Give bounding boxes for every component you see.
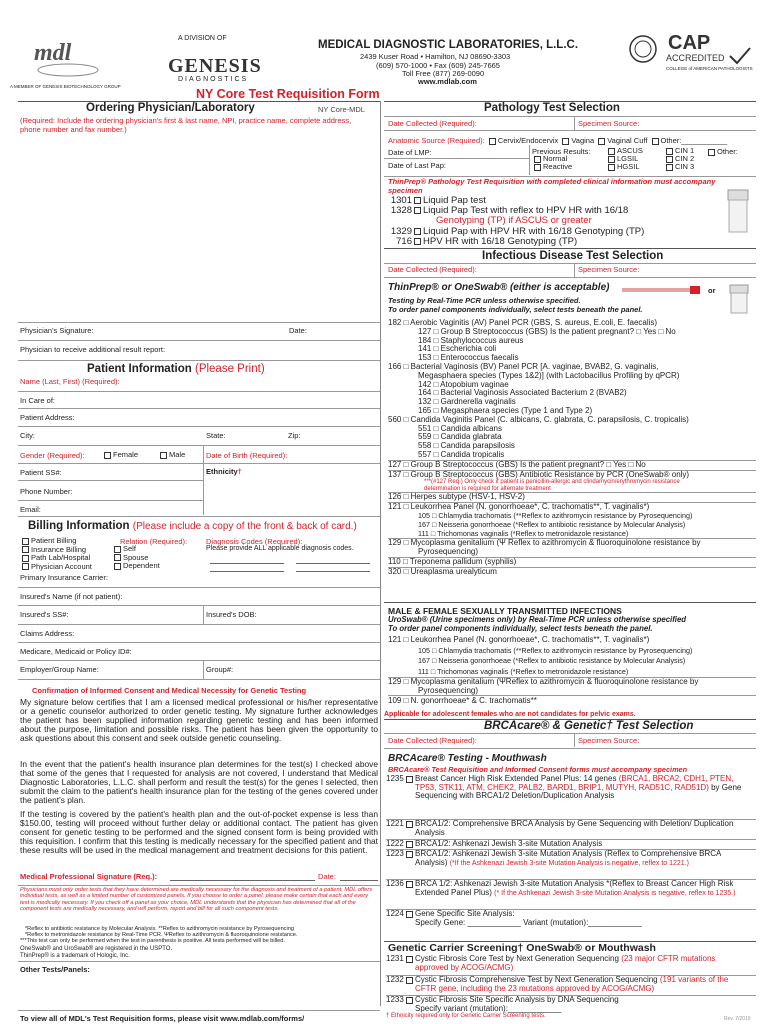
- company-tollfree: Toll Free (877) 269-0090: [402, 69, 485, 78]
- prev-cin2-label: CIN 2: [675, 154, 695, 163]
- cap-sub: COLLEGE of AMERICAN PATHOLOGISTS: [666, 66, 753, 71]
- prev-cin2-checkbox[interactable]: [666, 156, 673, 163]
- prev-reactive-label: Reactive: [543, 162, 573, 171]
- physician-date-label: Date:: [289, 326, 307, 335]
- pap-label: HPV HR with 16/18 Genotyping (TP): [423, 235, 578, 247]
- inf-row[interactable]: 559 □ Candida glabrata: [418, 432, 502, 442]
- inf-or: or: [708, 286, 716, 295]
- male-checkbox[interactable]: [160, 452, 167, 459]
- mdl-logo: [28, 32, 108, 80]
- pap-label: Liquid Pap with HPV HR with 16/18 Genotyping (TP): [423, 225, 645, 237]
- inf-order: To order panel components individually, select tests beneath the panel.: [388, 305, 643, 314]
- sti-row[interactable]: 121 □ Leukorrhea Panel (N. gonorrhoeae*, C. trachomatis**, T. vaginalis*): [388, 635, 650, 644]
- brca-1223-checkbox[interactable]: [406, 851, 413, 858]
- sti-title: MALE & FEMALE SEXUALLY TRANSMITTED INFECTIONS: [388, 606, 622, 616]
- brca-label: BRCA 1/2: Ashkenazi Jewish 3-site Mutation Analysis *(Reflex to Breast Cancer High Risk Extended Panel Plus): [415, 879, 734, 897]
- prev-reactive[interactable]: [532, 163, 572, 171]
- brca-1235-checkbox[interactable]: [406, 776, 413, 783]
- pap-row-716[interactable]: [388, 237, 644, 247]
- gen-label: Cystic Fibrosis Core Test by Next Generation Sequencing: [415, 954, 619, 963]
- brca-row-1224[interactable]: [386, 909, 756, 929]
- patient-address-label: Patient Address:: [20, 413, 75, 422]
- primary-insurance-label: Primary Insurance Carrier:: [20, 573, 108, 582]
- employer-label: Employer/Group Name:: [20, 665, 99, 674]
- sti-order: To order panel components individually, select tests beneath the panel.: [388, 624, 653, 633]
- relation-label: Relation (Required):: [120, 537, 188, 546]
- brca-sub: BRCAcare® Testing - Mouthwash: [388, 753, 547, 764]
- diagnostics-label: DIAGNOSTICS: [178, 76, 249, 83]
- inf-thinprep-oneswab: ThinPrep® or OneSwab® (either is acceptable): [388, 282, 610, 293]
- ethnicity-note: † Ethnicity required only for Genetic Carrier Screening tests.: [386, 1013, 546, 1019]
- prev-results-col1: [532, 155, 572, 171]
- prev-cin1-checkbox[interactable]: [666, 148, 673, 155]
- inf-row[interactable]: 121 □ Leukorrhea Panel (N. gonorrhoeae*, C. trachomatis**, T. vaginalis*): [388, 502, 756, 512]
- inf-row[interactable]: 558 □ Candida parapsilosis: [418, 441, 515, 451]
- vial-icon: [726, 188, 750, 234]
- anatomic-cuff: Vaginal Cuff: [607, 136, 648, 145]
- male-label: Male: [169, 450, 186, 459]
- group-label: Group#:: [206, 665, 234, 674]
- prev-other-label: Other:: [717, 147, 738, 156]
- insured-name-label: Insured's Name (if not patient):: [20, 592, 123, 601]
- billing-options: [20, 537, 92, 571]
- brca-row-1223[interactable]: [386, 849, 756, 879]
- pap-716-checkbox[interactable]: [414, 238, 421, 245]
- last-pap-label: Date of Last Pap:: [388, 161, 446, 170]
- brca-red: (* If the Ashkenazi Jewish 3-site Mutation Analysis is negative, reflex to 1235.): [494, 889, 736, 897]
- brca-red: (BRCA1, BRCA2, CDH1, PTEN, TP53, STK11, ATM, CHEK2, PALB2, BARD1, BRIP1, MUTYH, RAD51C, RAD51D): [415, 774, 734, 792]
- billing-opt-insurance-checkbox[interactable]: [22, 546, 29, 553]
- pathology-title: Pathology Test Selection: [484, 102, 620, 114]
- footnote-1: Physicians must only order tests that they have determined are medically necessary for the diagnosis and treatment of a patient. MDL offers individual tests, as well as a limited number of customized panels. If you choose to order a panel, please make certain that each and every test is medically necessary. If you check off a panel as your choice, MDL understands that the physician has determined that all of the component tests are medically necessary, and will perform, report and bill for all such component tests.: [20, 887, 373, 913]
- inf-row[interactable]: 142 □ Atopobium vaginae: [418, 379, 509, 389]
- inf-row[interactable]: 127 □ Group B Streptococcus (GBS) Is the patient pregnant? □ Yes □ No: [388, 460, 756, 470]
- sti-row[interactable]: 109 □ N. gonorrhoeae* & C. trachomatis**: [388, 695, 756, 707]
- inf-testing: Testing by Real-Time PCR unless otherwise specified.: [388, 296, 581, 305]
- pap-label: Genotyping (TP) if ASCUS or greater: [436, 215, 592, 227]
- swab-image: [622, 286, 702, 294]
- pap-1329-checkbox[interactable]: [414, 228, 421, 235]
- brca-code: 1224: [386, 909, 404, 918]
- email-label: Email:: [20, 505, 41, 514]
- gen-code: 1231: [386, 954, 404, 963]
- physician-signature-label: Physician's Signature:: [20, 326, 94, 335]
- inf-row[interactable]: 132 □ Gardnerella vaginalis: [418, 397, 516, 407]
- brca-row-1222[interactable]: [386, 839, 756, 849]
- inf-row[interactable]: 137 □ Group B Streptococcus (GBS) Antibiotic Resistance by PCR (OneSwab® only): [388, 470, 756, 480]
- billing-opt-physician-label: Physician Account: [31, 561, 92, 571]
- pap-1301-checkbox[interactable]: [414, 197, 421, 204]
- sti-row[interactable]: 105 □ Chlamydia trachomatis (**Reflex to azithromycin resistance by Pyrosequencing): [418, 645, 693, 655]
- cap-accredited: ACCREDITED: [666, 53, 725, 63]
- gen-code: 1233: [386, 995, 404, 1004]
- relation-dependent-checkbox[interactable]: [114, 563, 121, 570]
- insured-ssn-label: Insured's SS#:: [20, 610, 69, 619]
- relation-spouse-checkbox[interactable]: [114, 554, 121, 561]
- member-label: A MEMBER OF GENESIS BIOTECHNOLOGY GROUP: [10, 84, 121, 89]
- pap-code: 1328: [390, 205, 412, 217]
- company-phone: (609) 570-1000 • Fax (609) 245-7665: [376, 61, 500, 70]
- path-specimen-source: Specimen Source:: [578, 119, 640, 128]
- prev-results-col2: [606, 147, 643, 171]
- checkmark-icon: [728, 46, 752, 66]
- sti-row[interactable]: 111 □ Trichomonas vaginalis (*Reflex to metronidazole resistance): [418, 666, 629, 676]
- medicare-label: Medicare, Medicaid or Policy ID#:: [20, 647, 132, 656]
- pap-list: [388, 196, 644, 247]
- mdl-logo-icon: [28, 32, 108, 80]
- brca-code: 1236: [386, 879, 404, 888]
- inf-row[interactable]: 182 □ Aerobic Vaginitis (AV) Panel PCR (GBS, S. aureus, E.coli, E. faecalis): [388, 318, 658, 327]
- pap-code: 716: [396, 235, 412, 247]
- footnote-2: *Reflex to antibiotic resistance by Molecular Analysis. **Reflex to azithromycin resistance by Pyrosequencing: [25, 926, 294, 932]
- billing-title-text: Billing Information: [28, 520, 130, 532]
- brca-code: 1222: [386, 839, 404, 848]
- prev-cin3-checkbox[interactable]: [666, 164, 673, 171]
- gen-1233-checkbox[interactable]: [406, 997, 413, 1004]
- consent-p3: If the testing is covered by the patient's health plan and the out-of-pocket expense is less than $150.00, testing will proceed without further delay or additional contact. The patient has given consent for genetic testing to be performed and the signed consent form is being provided with this requisition. I confirm that this testing is medically necessary for the specified patient and that these results will be used in the medical management and treatment decisions for this patient.: [20, 809, 378, 856]
- anatomic-other: Other:: [660, 136, 682, 145]
- cap-text: CAP: [668, 32, 711, 54]
- gen-label: Cystic Fibrosis Comprehensive Test by Next Generation Sequencing: [415, 975, 658, 984]
- brca-red: (*If the Ashkenazi Jewish 3-site Mutation Analysis is negative, reflex to 1221.): [449, 859, 689, 867]
- company-web: www.mdlab.com: [418, 77, 477, 86]
- inf-date-collected: Date Collected (Required):: [388, 265, 477, 274]
- billing-opt-patient-checkbox[interactable]: [22, 538, 29, 545]
- genetic-test-list: [386, 955, 756, 1013]
- inf-row[interactable]: 167 □ Neisseria gonorrhoeae (*Reflex to antibiotic resistance by Molecular Analysis): [418, 519, 686, 529]
- sti-row[interactable]: 129 □ Mycoplasma genitalium (ΨReflex to azithromycin & fluoroquinolone resistance by: [388, 677, 756, 687]
- prev-ascus-checkbox[interactable]: [608, 148, 615, 155]
- brca-row-1221[interactable]: [386, 819, 756, 839]
- anatomic-vagina: Vagina: [571, 136, 595, 145]
- sti-test-list: [388, 635, 756, 707]
- company-name: MEDICAL DIAGNOSTIC LABORATORIES, L.L.C.: [318, 39, 579, 51]
- inf-row[interactable]: 153 □ Enterococcus faecalis: [418, 353, 519, 363]
- view-all-forms[interactable]: To view all of MDL's Test Requisition forms, please visit www.mdlab.com/forms/: [20, 1014, 305, 1023]
- cap-seal-icon: [628, 34, 660, 64]
- consent-p1: My signature below certifies that I am a licensed medical professional or his/her representative or a genetic counselor authorized to order genetic testing. My signature further acknowledges the patient has been supplied information regarding genetic testing and has been informed about the purpose, limitation and possible risks. The patient has been given the opportunity to ask questions about this consent and seek outside genetic counseling.: [20, 697, 378, 744]
- inf-row[interactable]: 127 □ Group B Streptococcus (GBS) Is the patient pregnant? □ Yes □ No: [418, 326, 676, 336]
- inf-row: Pyrosequencing): [418, 547, 479, 557]
- anatomic-vagina-checkbox[interactable]: [562, 138, 569, 145]
- brca-req: BRCAcare® Test Requisition and Informed Consent forms must accompany specimen: [388, 765, 688, 774]
- gender-male-option[interactable]: [158, 450, 185, 459]
- med-sig-label: Medical Professional Signature (Req.):: [20, 872, 158, 881]
- inf-row[interactable]: 164 □ Bacterial Vaginosis Associated Bacterium 2 (BVAB2): [418, 388, 627, 398]
- inf-row-note: ***(#127 Req.) Only check if patient is penicillin-allergic and clindamycin/erythromycin resistance determination is required for alternate treatment: [424, 479, 680, 492]
- consent-title: Confirmation of Informed Consent and Medical Necessity for Genetic Testing: [32, 686, 307, 695]
- brca-1222-checkbox[interactable]: [406, 841, 413, 848]
- pap-label: Liquid Pap Test with reflex to HPV HR with 16/18: [423, 205, 629, 217]
- company-address: 2439 Kuser Road • Hamilton, NJ 08690-3303: [360, 52, 511, 61]
- billing-opt-patient-label: Patient Billing: [31, 536, 77, 545]
- cap-logo: [628, 32, 758, 77]
- ordering-required: (Required: Include the ordering physician's first & last name, NPI, practice name, complete address, phone number and fax number.): [20, 116, 352, 134]
- patient-name-label: Name (Last, First) (Required):: [20, 377, 120, 386]
- gen-1232-checkbox[interactable]: [406, 977, 413, 984]
- brca-row-1235[interactable]: [386, 775, 756, 819]
- inf-row[interactable]: 129 □ Mycoplasma genitalium (Ψ Reflex to azithromycin & fluoroquinolone resistance by: [388, 538, 756, 548]
- female-checkbox[interactable]: [104, 452, 111, 459]
- gen-red[interactable]: Specify variant (mutation):____________: [415, 1003, 562, 1013]
- care-of-label: In Care of:: [20, 396, 56, 405]
- patient-print-label: (Please Print): [194, 363, 265, 375]
- gen-row-1232[interactable]: [386, 975, 756, 995]
- gen-label: Cystic Fibrosis Site Specific Analysis by DNA Sequencing: [415, 995, 619, 1004]
- other-tests-label: Other Tests/Panels:: [20, 965, 90, 974]
- billing-sub: (Please include a copy of the front & back of card.): [132, 521, 357, 532]
- inf-row[interactable]: 105 □ Chlamydia trachomatis (**Reflex to azithromycin resistance by Pyrosequencing): [418, 510, 693, 520]
- inf-row[interactable]: 560 □ Candida Vaginitis Panel (C. albicans, C. glabrata, C. parapsilosis, C. tropicalis): [388, 414, 689, 424]
- prev-other[interactable]: [706, 147, 738, 156]
- gen-row-1233[interactable]: [386, 995, 756, 1013]
- division-label: A DIVISION OF: [178, 35, 227, 42]
- inf-row[interactable]: 126 □ Herpes subtype (HSV-1, HSV-2): [388, 492, 756, 502]
- inf-test-list: [388, 319, 756, 577]
- brca-title: BRCAcare® & Genetic† Test Selection: [484, 720, 694, 732]
- relation-self-checkbox[interactable]: [114, 546, 121, 553]
- billing-opt-physician-checkbox[interactable]: [22, 563, 29, 570]
- pap-code: 1329: [390, 225, 412, 237]
- prev-cin3[interactable]: [664, 163, 694, 171]
- female-label: Female: [113, 450, 139, 459]
- anatomic-cervix: Cervix/Endocervix: [497, 136, 559, 145]
- brca-test-list: [386, 775, 756, 929]
- billing-opt-physician[interactable]: [20, 563, 92, 572]
- ordering-title: Ordering Physician/Laboratory: [86, 102, 255, 114]
- gender-female-option[interactable]: [102, 450, 138, 459]
- footnote-5: OneSwab® and UroSwab® are registered in the USPTO.: [20, 946, 173, 952]
- billing-title: [28, 520, 357, 532]
- genesis-logo: GENESIS: [168, 55, 262, 77]
- relation-self-label: Self: [123, 544, 136, 553]
- inf-row[interactable]: 165 □ Megasphaera species (Type 1 and Type 2): [418, 405, 593, 415]
- form-title: NY Core Test Requisition Form: [196, 87, 380, 101]
- physician-additional-label: Physician to receive additional result report:: [20, 345, 166, 354]
- lmp-label: Date of LMP:: [388, 148, 432, 157]
- brca-date-collected: Date Collected (Required):: [388, 736, 477, 745]
- ordering-sub: NY Core-MDL: [318, 105, 365, 114]
- inf-vial-image: [728, 284, 750, 314]
- relation-options: [112, 545, 160, 571]
- infectious-title: Infectious Disease Test Selection: [482, 250, 664, 262]
- prev-reactive-checkbox[interactable]: [534, 164, 541, 171]
- phone-label: Phone Number:: [20, 487, 73, 496]
- genetic-title: Genetic Carrier Screening† OneSwab® or Mouthwash: [388, 942, 656, 954]
- gen-1231-checkbox[interactable]: [406, 956, 413, 963]
- anatomic-cervix-checkbox[interactable]: [489, 138, 496, 145]
- inf-row[interactable]: 184 □ Staphylococcus aureus: [418, 335, 524, 345]
- prev-normal-label: Normal: [543, 154, 568, 163]
- sti-row: Pyrosequencing): [418, 685, 479, 695]
- brca-tail: by Gene Sequencing with BRCA1/2 Deletion/Duplication Analysis: [415, 782, 742, 801]
- patient-info-title: [87, 363, 265, 375]
- patient-info-title-text: Patient Information: [87, 363, 192, 375]
- anatomic-other-checkbox[interactable]: [652, 138, 659, 145]
- pap-code: 1301: [390, 195, 412, 206]
- sti-row[interactable]: 167 □ Neisseria gonorrhoeae (*Reflex to antibiotic resistance by Molecular Analysis): [418, 656, 686, 665]
- prev-cin3-label: CIN 3: [675, 162, 695, 171]
- thinprep-vial-image: [726, 188, 750, 234]
- billing-opt-insurance-label: Insurance Billing: [31, 544, 87, 554]
- dob-label: Date of Birth (Required):: [206, 451, 288, 460]
- state-label: State:: [206, 431, 226, 440]
- swab-icon: [622, 286, 702, 294]
- footnote-4: ***This test can only be performed when the test in parenthesis is positive. All tests performed will be billed.: [20, 938, 285, 944]
- prev-cin1-label: CIN 1: [675, 146, 695, 155]
- sti-adolescent-note: Applicable for adolescent females who are not candidates for pelvic exams.: [384, 711, 636, 718]
- gender-label: Gender (Required):: [20, 451, 85, 460]
- brca-label: BRCA1/2: Ashkenazi Jewish 3-site Mutation Analysis: [415, 839, 603, 848]
- relation-dependent[interactable]: [112, 562, 160, 571]
- brca-label: Breast Cancer High Risk Extended Panel Plus: 14 genes: [415, 774, 617, 783]
- inf-row[interactable]: 557 □ Candida tropicalis: [418, 449, 505, 459]
- brca-specimen-source: Specimen Source:: [578, 736, 640, 745]
- anatomic-source-row: Anatomic Source (Required): Cervix/Endocervix Vagina Vaginal Cuff Other:___________: [388, 136, 728, 145]
- vial-icon: [728, 284, 750, 314]
- brca-row-1236[interactable]: [386, 879, 756, 909]
- pap-1328-checkbox[interactable]: [414, 207, 421, 214]
- billing-opt-pathlab-checkbox[interactable]: [22, 555, 29, 562]
- prev-lgsil-label: LGSIL: [617, 154, 639, 163]
- brca-tail[interactable]: Specify Gene: ____________ Variant (mutation):____________: [415, 917, 642, 927]
- prev-hgsil-checkbox[interactable]: [608, 164, 615, 171]
- brca-1221-checkbox[interactable]: [406, 821, 413, 828]
- inf-row[interactable]: 110 □ Treponema pallidum (syphilis): [388, 557, 756, 567]
- path-date-collected: Date Collected (Required):: [388, 119, 477, 128]
- patient-ssn-label: Patient SS#:: [20, 468, 62, 477]
- previous-results-label: Previous Results:: [532, 147, 591, 156]
- brca-code: 1223: [386, 849, 404, 858]
- prev-hgsil-label: HGSIL: [617, 162, 640, 171]
- inf-row[interactable]: 166 □ Bacterial Vaginosis (BV) Panel PCR [A. vaginae, BVAB2, G. vaginalis,: [388, 361, 659, 371]
- gen-red: (23 major CFTR mutations approved by ACOG/ACMG): [415, 954, 716, 972]
- ethnicity-label: Ethnicity†: [206, 467, 242, 476]
- brca-1224-checkbox[interactable]: [406, 911, 413, 918]
- gen-row-1231[interactable]: [386, 955, 756, 975]
- city-label: City:: [20, 431, 35, 440]
- footnote-3: *Reflex to metronidazole resistance by Real-Time PCR. ΨReflex to azithromycin & fluoroquinolone resistance.: [25, 932, 298, 938]
- prev-normal-checkbox[interactable]: [534, 156, 541, 163]
- gen-red: (191 variants of the CFTR gene, including the 23 mutations approved by ACOG/ACMG): [415, 975, 729, 993]
- brca-label: BRCA1/2: Comprehensive BRCA Analysis by Gene Sequencing with Deletion/ Duplication Analysis: [415, 819, 734, 837]
- inf-row: Megasphaera species (Types 1&2)] (with Lactobacillus Profiling by qPCR): [418, 370, 680, 380]
- prev-ascus-label: ASCUS: [617, 146, 643, 155]
- zip-label: Zip:: [288, 431, 301, 440]
- brca-code: 1235: [386, 774, 404, 783]
- footnote-6: ThinPrep® is a trademark of Hologic, Inc.: [20, 953, 130, 959]
- revision-label: Rev. 7/2019: [724, 1016, 751, 1022]
- pap-label: Liquid Pap test: [423, 195, 486, 206]
- thinprep-line: ThinPrep® Pathology Test Requisition with completed clinical information must accompany specimen: [388, 177, 716, 195]
- consent-p2: In the event that the patient's health insurance plan determines for the test(s) I checked above that some of the genes that I requested for analysis are not covered, I understand that Medical Diagnostic Laboratories, L.L.C. shall perform and result the test(s) for the genes I selected, then submit the claim to the patient's health insurance plan for the testing of the genes covered under the patient's plan.: [20, 759, 378, 806]
- brca-1236-checkbox[interactable]: [406, 881, 413, 888]
- ethnicity-text: Ethnicity: [206, 467, 238, 476]
- prev-lgsil-checkbox[interactable]: [608, 156, 615, 163]
- svg-text:mdl: mdl: [34, 40, 72, 66]
- brca-label: Gene Specific Site Analysis:: [415, 909, 515, 918]
- inf-row[interactable]: 551 □ Candida albicans: [418, 423, 502, 433]
- diagnosis-codes-label: Diagnosis Codes (Required):: [206, 537, 303, 546]
- prev-results-col3: [664, 147, 694, 171]
- sti-uroswab: UroSwab® (Urine specimens only) by Real-Time PCR unless otherwise specified: [388, 615, 687, 624]
- anatomic-label: Anatomic Source (Required):: [388, 136, 485, 145]
- gen-code: 1232: [386, 975, 404, 984]
- inf-row[interactable]: 111 □ Trichomonas vaginalis (*Reflex to metronidazole resistance): [418, 528, 629, 538]
- prev-hgsil[interactable]: [606, 163, 643, 171]
- relation-dependent-label: Dependent: [123, 561, 160, 570]
- med-date-label: Date:: [318, 872, 336, 881]
- billing-opt-pathlab-label: Path Lab/Hospital: [31, 553, 91, 562]
- inf-specimen-source: Specimen Source:: [578, 265, 640, 274]
- relation-spouse-label: Spouse: [123, 552, 149, 562]
- inf-row[interactable]: 141 □ Escherichia coli: [418, 344, 497, 354]
- brca-code: 1221: [386, 819, 404, 828]
- claims-address-label: Claims Address:: [20, 629, 75, 638]
- insured-dob-label: Insured's DOB:: [206, 610, 257, 619]
- anatomic-cuff-checkbox[interactable]: [598, 138, 605, 145]
- brca-label: BRCA1/2: Ashkenazi Jewish 3-site Mutation Analysis (Reflex to Comprehensive BRCA Analysis): [415, 849, 721, 867]
- prev-other-checkbox[interactable]: [708, 149, 715, 156]
- inf-row[interactable]: 320 □ Ureaplasma urealyticum: [388, 567, 756, 577]
- diagnosis-codes-note: Please provide ALL applicable diagnosis codes.: [206, 545, 354, 552]
